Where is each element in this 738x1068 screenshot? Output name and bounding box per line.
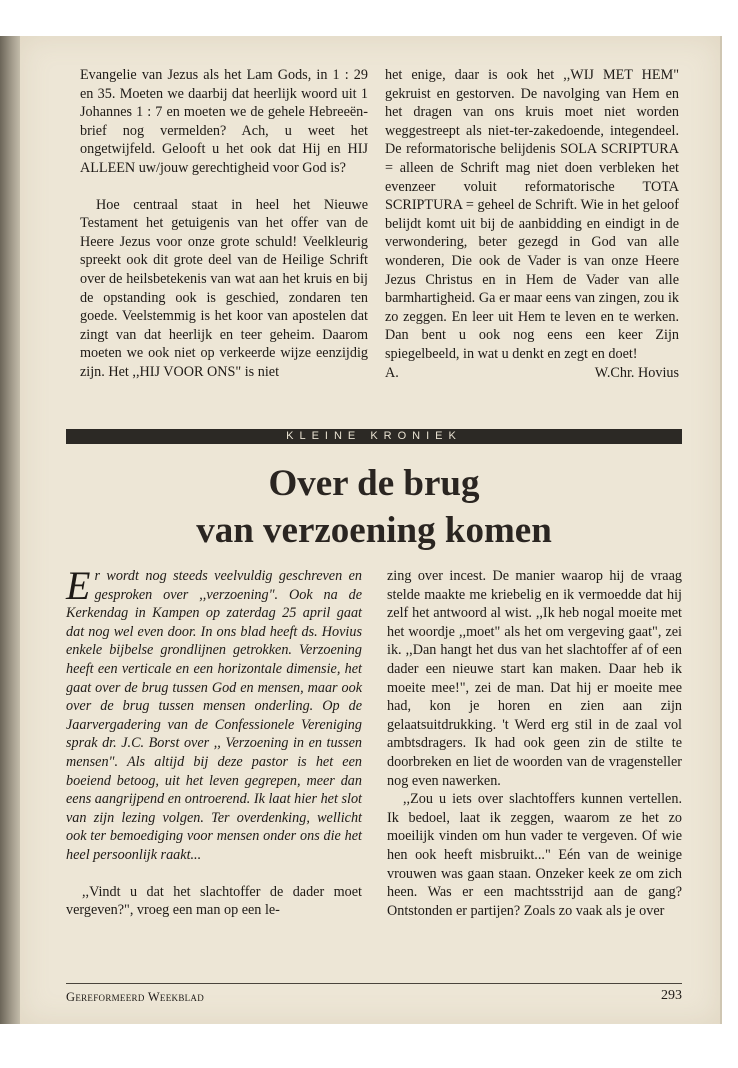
main-right-paragraph-2: ,,Zou u iets over slachtoffers kunnen vertellen. Ik bedoel, laat ik zeggen, waarom ze het zo moeilijk vinden om hun vader te vergeven. Of wie hen ook heeft misbruikt..." Eén van de weinige vrouwen was gaan staan. Onzeker keek ze om zich heen. Was er een machtsstrijd aan de gang? Ontstonden er partijen? Zoals zo vaak als je over bbox=[387, 791, 682, 919]
headline-line-2: van verzoening komen bbox=[196, 510, 552, 551]
signature-author: W.Chr. Hovius bbox=[594, 364, 679, 381]
headline bbox=[66, 460, 682, 554]
page-number: 293 bbox=[661, 988, 682, 1003]
main-left-column bbox=[66, 563, 362, 920]
main-right-column bbox=[387, 567, 682, 920]
signature-initial: A. bbox=[385, 364, 399, 381]
signature-line bbox=[385, 364, 679, 383]
top-left-paragraph-2: Hoe centraal staat in heel het Nieuwe Testament het getuigenis van het offer van de Heere Jezus voor onze grote schuld! Veelkleurig spreekt ook dit grote deel van de Heilige Schrift over de heilsbetekenis van wat aan het kruis en bij de opstanding ook is geschied, zondaren ten goede. Veelstemmig is het koor van apostelen dat zingt van dat heerlijk en teer geheim. Daarom moeten we ook niet op verkeerde wijze eenzijdig zijn. Het ,,HIJ VOOR ONS" is niet bbox=[80, 196, 368, 380]
section-banner: KLEINE KRONIEK bbox=[66, 429, 682, 444]
top-left-paragraph-1: Evangelie van Jezus als het Lam Gods, in 1 : 29 en 35. Moeten we daarbij dat heerlijk woord uit 1 Johannes 1 : 7 en moeten we de gehele Hebreeën-brief nog vermelden? Ach, u weet het ongetwijfeld. Gelooft u het ook dat Hij en HIJ ALLEEN uw/jouw gerechtigheid voor God is? bbox=[80, 67, 368, 176]
drop-cap: E bbox=[66, 563, 91, 608]
headline-line-1: Over de brug bbox=[268, 463, 480, 504]
intro-text: r wordt nog steeds veelvuldig geschreven en gesproken over ,,verzoening". Ook na de Kerkendag in Kampen op zaterdag 25 april gaat dat nog wel even door. In ons blad heeft ds. Hovius enkele bijbelse grondlijnen getrokken. Verzoening heeft een verticale en een horizontale dimensie, het gaat over de brug tussen God en mensen, maar ook over de brug tussen mensen onderling. Op de Jaarvergadering van de Confessionele Vereniging sprak dr. J.C. Borst over ,, Verzoening in en tussen mensen". Als altijd bij deze pastor is het een boeiend betoog, uit het leven gegrepen, meer dan eens aangrijpend en ontroerend. Ik laat hier het slot van zijn lezing volgen. Ter overdenking, wellicht ook ter bemoediging voor mensen onder ons die het heel persoonlijk raakt... bbox=[66, 568, 362, 863]
main-left-last-paragraph: ,,Vindt u dat het slachtoffer de dader moet vergeven?", vroeg een man op een le- bbox=[66, 883, 362, 919]
main-right-paragraph-1: zing over incest. De manier waarop hij de vraag stelde maakte me kriebelig en ik vermoedde dat hij zelf het antwoord al wist. ,,Ik heb nogal moeite met het woordje ,,moet" als het om vergeving gaat", zei ik. ,,Dan hangt het dus van het slachtoffer af of een dader een nieuwe start kan maken. Daar heb ik moeite mee!", zei de man. Dat hij er moeite mee had, kon je horen en zien aan zijn gelaatsuitdrukking. 't Werd erg stil in de zaal vol ambtsdragers. Ik had ook geen zin de stilte te doorbreken en liet de woorden van de vragensteller nog even nawerken. bbox=[387, 568, 682, 789]
top-right-paragraph: het enige, daar is ook het ,,WIJ MET HEM" gekruist en gestorven. De navolging van Hem en het dragen van ons kruis moet niet worden weggestreept als niet-ter-zakedoende, integendeel. De reformatorische belijdenis SOLA SCRIPTURA = alleen de Schrift mag niet doen verbleken het evenzeer voluit reformatorische TOTA SCRIPTURA = geheel de Schrift. Wie in het geloof belijdt komt uit bij de aanbidding en eindigt in de verwondering, beter gezegd in God van alle wonderen, Die ook de Vader is van onze Heere Jezus Christus en in Hem de Vader van alle barmhartigheid. Ga er maar eens van zingen, zou ik zo zeggen. En leer uit Hem te leven en te werken. Dan bent u ook nog eens een keer Zijn spiegelbeeld, in wat u denkt en zegt en doet! bbox=[385, 67, 679, 362]
top-left-column bbox=[80, 66, 368, 382]
footer-rule bbox=[66, 983, 682, 984]
top-right-column bbox=[385, 66, 679, 382]
intro-paragraph bbox=[66, 563, 362, 865]
publication-name: Gereformeerd Weekblad bbox=[66, 990, 205, 1004]
